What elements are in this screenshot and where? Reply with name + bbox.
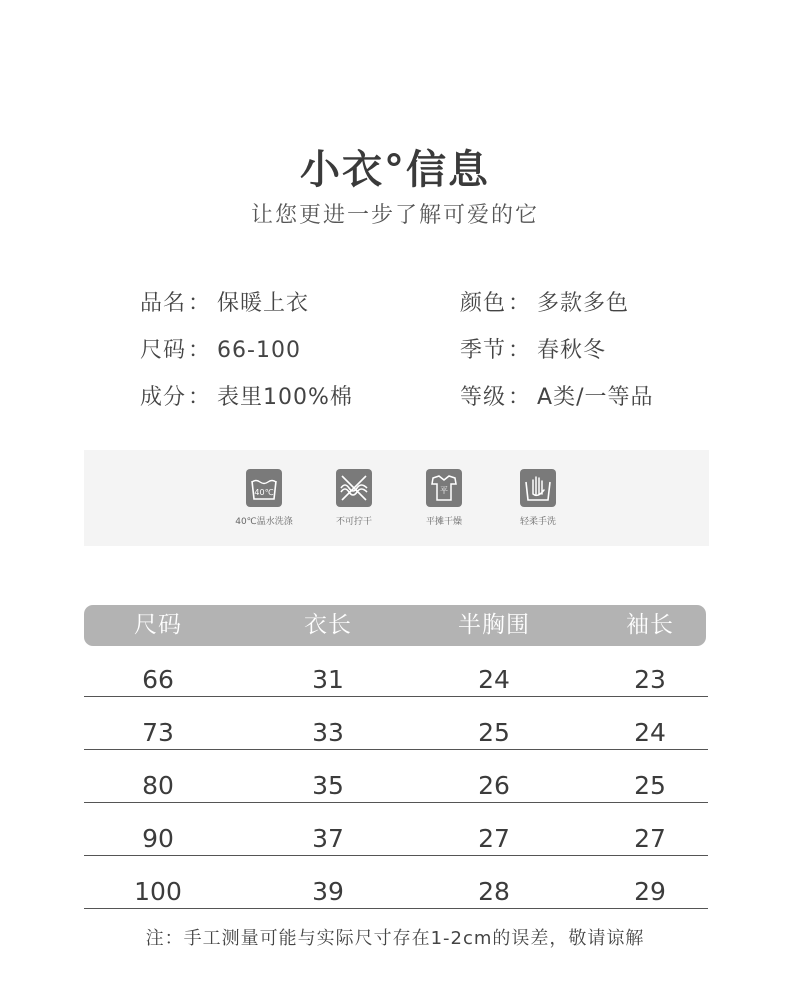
info-grade-value: A类/一等品 — [537, 385, 654, 410]
hand-wash-icon — [519, 468, 557, 508]
cell-size: 66 — [142, 665, 174, 694]
info-size — [140, 333, 301, 364]
cell-bust: 24 — [478, 665, 510, 694]
care-item-hand-wash — [498, 468, 578, 527]
info-separator: ： — [508, 291, 532, 316]
care-item-no-wring — [314, 468, 394, 527]
info-name-value: 保暖上衣 — [217, 291, 310, 316]
cell-size: 90 — [142, 824, 174, 853]
care-item-wash — [224, 468, 304, 527]
dry-flat-symbol: 平 — [440, 486, 448, 495]
info-name — [140, 286, 309, 317]
measurement-note: 注：手工测量可能与实际尺寸存在1-2cm的误差，敬请谅解 — [145, 928, 645, 949]
info-color-value: 多款多色 — [537, 291, 630, 316]
info-separator: ： — [508, 338, 532, 363]
table-row — [84, 856, 708, 909]
care-label-no-wring: 不可拧干 — [335, 517, 372, 527]
care-label-hand-wash: 轻柔手洗 — [519, 517, 556, 527]
care-item-dry-flat — [404, 468, 484, 527]
cell-length: 37 — [312, 824, 344, 853]
info-separator: ： — [188, 338, 212, 363]
info-grade — [460, 380, 654, 411]
info-separator: ： — [188, 291, 212, 316]
info-color-label: 颜色 — [460, 291, 507, 316]
cell-bust: 26 — [478, 771, 510, 800]
col-header-size: 尺码 — [134, 612, 182, 638]
info-material-label: 成分 — [140, 385, 187, 410]
table-row — [84, 697, 708, 750]
cell-sleeve: 27 — [634, 824, 666, 853]
cell-length: 31 — [312, 665, 344, 694]
wash-40-icon — [245, 468, 283, 508]
info-material-value: 表里100%棉 — [217, 385, 353, 410]
info-grade-label: 等级 — [460, 385, 507, 410]
info-season-value: 春秋冬 — [537, 338, 607, 363]
info-material — [140, 380, 353, 411]
cell-length: 39 — [312, 877, 344, 906]
no-wring-icon — [335, 468, 373, 508]
info-separator: ： — [508, 385, 532, 410]
cell-sleeve: 25 — [634, 771, 666, 800]
cell-bust: 25 — [478, 718, 510, 747]
care-instructions-band — [84, 450, 709, 546]
cell-length: 33 — [312, 718, 344, 747]
cell-bust: 27 — [478, 824, 510, 853]
cell-sleeve: 29 — [634, 877, 666, 906]
col-header-bust: 半胸围 — [458, 612, 530, 638]
info-size-value: 66-100 — [217, 338, 301, 363]
care-label-wash: 40℃温水洗涤 — [235, 517, 293, 527]
wash-temp-symbol: 40℃ — [254, 488, 274, 497]
page-subtitle: 让您更进一步了解可爱的它 — [250, 203, 539, 228]
info-color — [460, 286, 629, 317]
cell-sleeve: 24 — [634, 718, 666, 747]
size-table-header — [84, 605, 706, 646]
cell-size: 100 — [134, 877, 182, 906]
cell-length: 35 — [312, 771, 344, 800]
cell-bust: 28 — [478, 877, 510, 906]
page-title: 小衣°信息 — [300, 147, 490, 193]
dry-flat-icon — [425, 468, 463, 508]
cell-size: 80 — [142, 771, 174, 800]
info-season — [460, 333, 606, 364]
info-season-label: 季节 — [460, 338, 507, 363]
info-name-label: 品名 — [140, 291, 187, 316]
info-size-label: 尺码 — [140, 338, 187, 363]
info-separator: ： — [188, 385, 212, 410]
table-row — [84, 644, 708, 697]
care-label-dry-flat: 平摊干燥 — [425, 517, 462, 527]
col-header-sleeve: 袖长 — [626, 612, 674, 638]
cell-sleeve: 23 — [634, 665, 666, 694]
cell-size: 73 — [142, 718, 174, 747]
col-header-length: 衣长 — [304, 612, 352, 638]
table-row — [84, 750, 708, 803]
table-row — [84, 803, 708, 856]
